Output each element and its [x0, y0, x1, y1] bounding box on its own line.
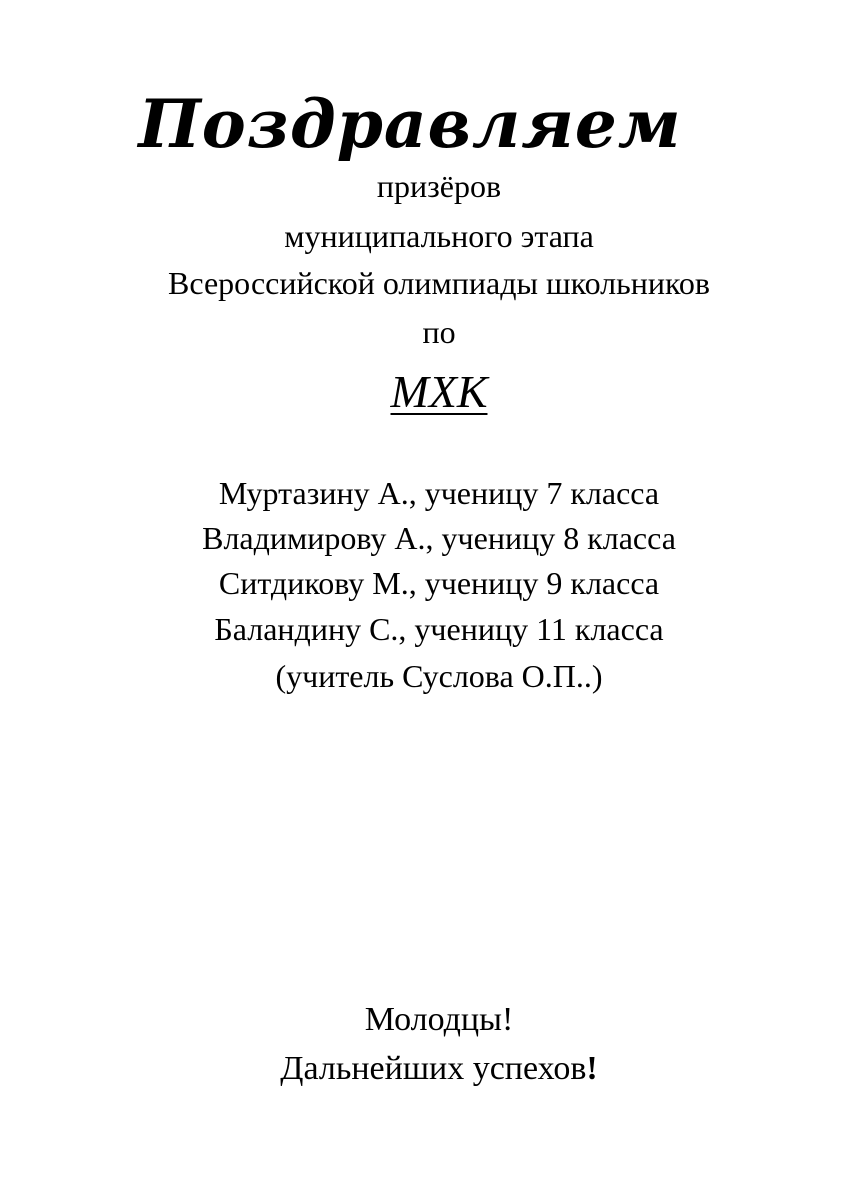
intro-line-municipal-stage: муниципального этапа	[284, 218, 594, 254]
subject-text: МХК	[390, 366, 488, 417]
closing-wishes-text: Дальнейших успехов	[280, 1050, 587, 1087]
winner-item: Ситдикову М., ученицу 9 класса	[218, 565, 660, 601]
winner-item: Владимирову А., ученицу 8 класса	[202, 520, 676, 556]
teacher-note: (учитель Суслова О.П..)	[275, 658, 603, 694]
winner-item: Баландину С., ученицу 11 класса	[214, 611, 664, 647]
subject-title	[0, 364, 849, 420]
winner-item: Муртазину А., ученицу 7 класса	[218, 475, 660, 511]
closing-wishes	[0, 1048, 849, 1090]
closing-well-done: Молодцы!	[364, 1001, 514, 1038]
intro-line-prizewinners: призёров	[376, 168, 502, 204]
intro-line-on: по	[422, 314, 456, 350]
closing-wishes-mark: !	[586, 1050, 598, 1087]
headline: Поздравляем	[138, 85, 682, 163]
intro-line-olympiad: Всероссийской олимпиады школьников	[168, 265, 710, 301]
